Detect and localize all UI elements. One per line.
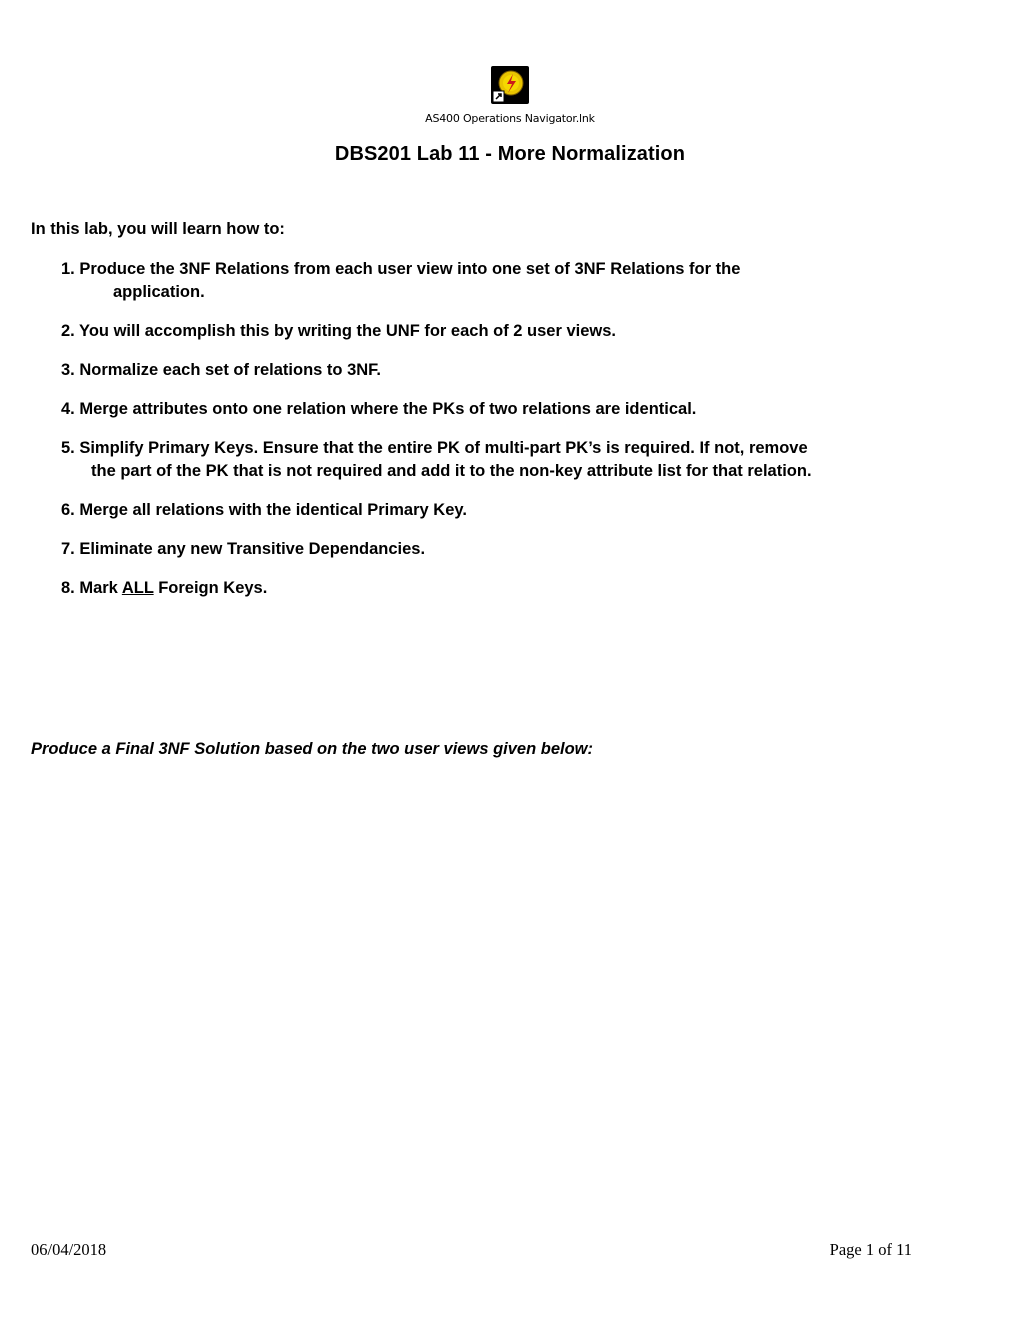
list-item [61,258,991,304]
footer-date: 06/04/2018 [31,1240,107,1259]
shortcut-label: AS400 Operations Navigator.lnk [425,112,595,125]
step-4-text: 4. Merge attributes onto one relation where the PKs of two relations are identical. [61,400,697,418]
step-6-text: 6. Merge all relations with the identical Primary Key. [61,501,467,519]
closing-instruction: Produce a Final 3NF Solution based on the two user views given below: [31,740,594,758]
list-item [61,538,991,561]
step-7-text: 7. Eliminate any new Transitive Dependancies. [61,540,426,558]
step-5-line-2: the part of the PK that is not required and add it to the non-key attribute list for that relation. [91,462,812,480]
list-item [61,359,991,382]
list-item [61,320,991,343]
step-5-line-1: 5. Simplify Primary Keys. Ensure that the entire PK of multi-part PK’s is required. If not, remove [61,439,808,457]
operations-navigator-icon[interactable] [491,66,529,104]
page-title: DBS201 Lab 11 - More Normalization [334,143,686,165]
desktop-shortcut[interactable] [0,66,1020,125]
step-8-prefix: 8. Mark [61,579,122,597]
step-1-line-2: application. [113,283,205,301]
list-item [61,577,991,600]
list-item [61,437,991,483]
intro-text: In this lab, you will learn how to: [31,220,285,238]
step-2-text: 2. You will accomplish this by writing the UNF for each of 2 user views. [61,322,617,340]
step-3-text: 3. Normalize each set of relations to 3NF. [61,361,382,379]
footer-page-number: Page 1 of 11 [829,1240,912,1259]
steps-list [61,258,991,616]
step-1-line-1: 1. Produce the 3NF Relations from each user view into one set of 3NF Relations for the [61,260,741,278]
list-item [61,499,991,522]
list-item [61,398,991,421]
step-8-suffix: Foreign Keys. [153,579,268,597]
step-8-emphasis: ALL [121,579,154,597]
